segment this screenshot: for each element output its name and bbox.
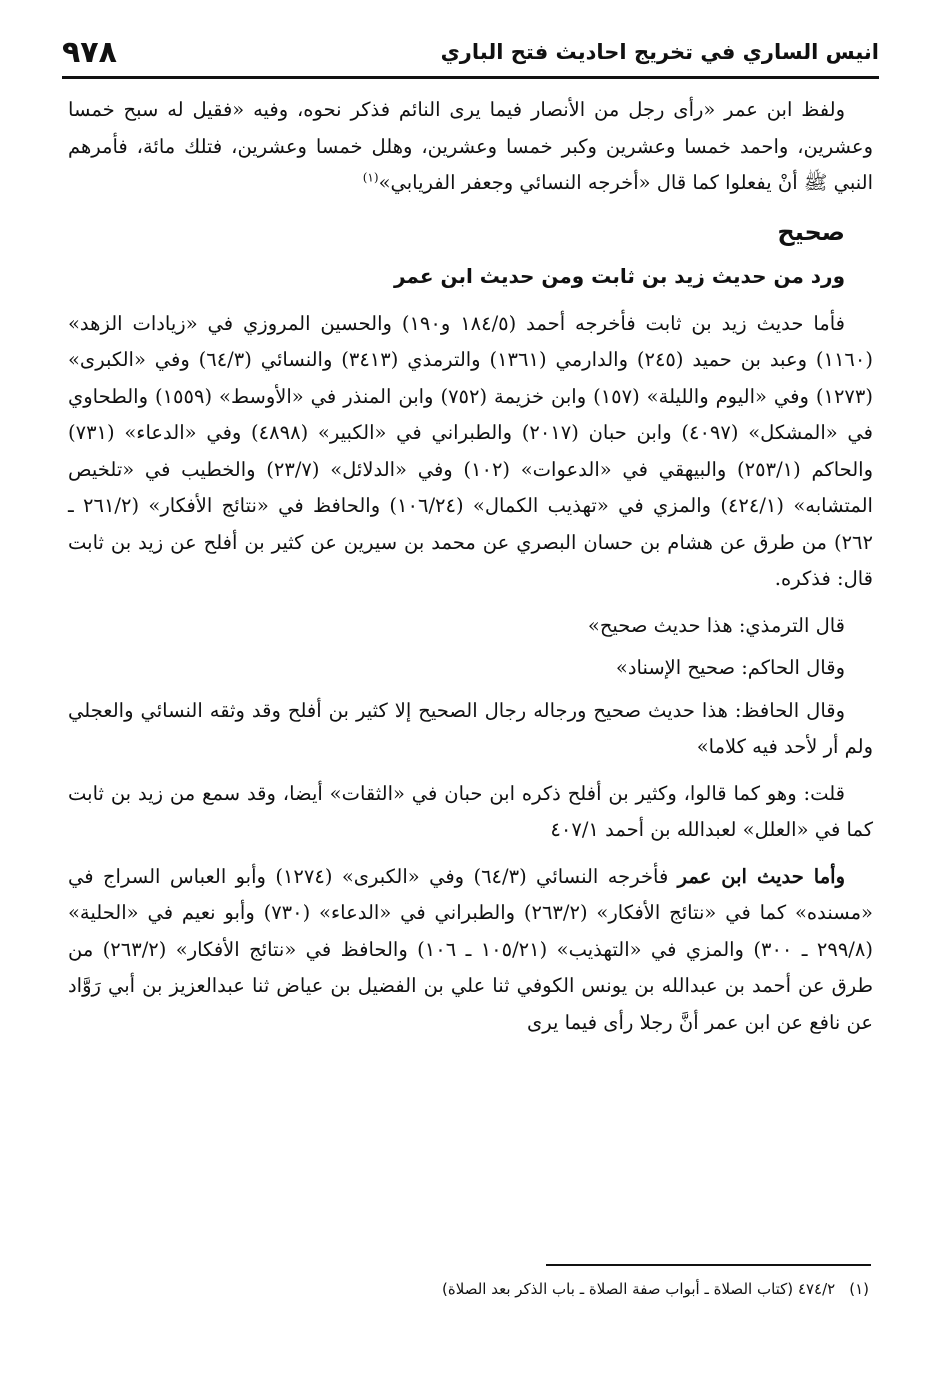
page-number: ٩٧٨ xyxy=(62,34,117,70)
intro-text: ولفظ ابن عمر «رأى رجل من الأنصار فيما يرى النائم فذكر نحوه، وفيه «فقيل له سبح خمسا وعشرين، واحمد خمسا وعشرين وكبر خمسا وعشرين، وهلل خمسا وعشرين، فتلك مائة، فأمرهم النبي ﷺ أنْ يفعلوا كما قال «أخرجه النسائي وجعفر الفريابي» xyxy=(68,98,873,194)
author-comment: قلت: وهو كما قالوا، وكثير بن أفلح ذكره ابن حبان في «الثقات» أيضا، وقد سمع من زيد بن ثابت كما في «العلل» لعبدالله بن أحمد ٤٠٧/١ xyxy=(68,781,873,841)
footnote xyxy=(68,1276,869,1302)
page-header xyxy=(62,28,879,79)
tirmidhi-quote: قال الترمذي: هذا حديث صحيح» xyxy=(587,613,845,637)
section-subheading: ورد من حديث زيد بن ثابت ومن حديث ابن عمر xyxy=(393,263,845,288)
footnote-divider xyxy=(546,1264,871,1266)
zayd-takhrij-paragraph: فأما حديث زيد بن ثابت فأخرجه أحمد (١٨٤/٥ و١٩٠) والحسين المروزي في «زيادات الزهد» (١١٦٠) وعبد بن حميد (٢٤٥) والدارمي (١٣٦١) والترمذي (٣٤١٣) والنسائي (٦٤/٣) وفي «الكبرى» (١٢٧٣) وفي «اليوم والليلة» (١٥٧) وابن خزيمة (٧٥٢) وابن المنذر في «الأوسط» (١٥٥٩) والطحاوي في «المشكل» (٤٠٩٧) وابن حبان (٢٠١٧) والطبراني في «الكبير» (٤٨٩٨) وفي «الدعاء» (٧٣١) والحاكم (٢٥٣/١) والبيهقي في «الدعوات» (١٠٢) وفي «الدلائل» (٢٣/٧) والخطيب في «تلخيص المتشابه» (٤٢٤/١) والمزي في «تهذيب الكمال» (١٠٦/٢٤) والحافظ في «نتائج الأفكار» (٢٦١/٢ ـ ٢٦٢) من طرق عن هشام بن حسان البصري عن محمد بن سيرين عن كثير بن أفلح عن زيد بن ثابت قال: فذكره. xyxy=(68,311,874,590)
hafiz-quote: وقال الحافظ: هذا حديث صحيح ورجاله رجال الصحيح إلا كثير بن أفلح وقد وثقه النسائي والعجلي ولم أر لأحد فيه كلاما» xyxy=(68,698,873,758)
intro-paragraph xyxy=(68,92,873,202)
hakim-quote: وقال الحاكم: صحيح الإسناد» xyxy=(615,656,845,679)
running-title: انيس الساري في تخريج احاديث فتح الباري xyxy=(440,40,879,64)
ibn-umar-lead: وأما حديث ابن عمر xyxy=(677,864,845,888)
page-body xyxy=(68,92,873,1051)
footnote-reference: (١) xyxy=(362,170,379,185)
footnote-text: ٤٧٤/٢ (كتاب الصلاة ـ أبواب صفة الصلاة ـ باب الذكر بعد الصلاة) xyxy=(442,1280,836,1298)
ibn-umar-takhrij-paragraph xyxy=(68,859,873,1042)
footnote-mark: (١) xyxy=(849,1280,869,1298)
hadith-grade: صحيح xyxy=(777,217,845,246)
ibn-umar-text: فأخرجه النسائي (٦٤/٣) وفي «الكبرى» (١٢٧٤) وأبو العباس السراج في «مسنده» كما في «نتائج الأفكار» (٢٦٣/٢) والطبراني في «الدعاء» (٧٣٠) وأبو نعيم في «الحلية» (٢٩٩/٨ ـ ٣٠٠) والمزي في «التهذيب» (١٠٥/٢١ ـ ١٠٦) والحافظ في «نتائج الأفكار» (٢٦٣/٢) من طرق عن أحمد بن عبدالله بن يونس الكوفي ثنا علي بن الفضيل بن عياض ثنا عبدالعزيز بن أبي رَوَّاد عن نافع عن ابن عمر أنَّ رجلا رأى فيما يرى xyxy=(68,864,873,1034)
